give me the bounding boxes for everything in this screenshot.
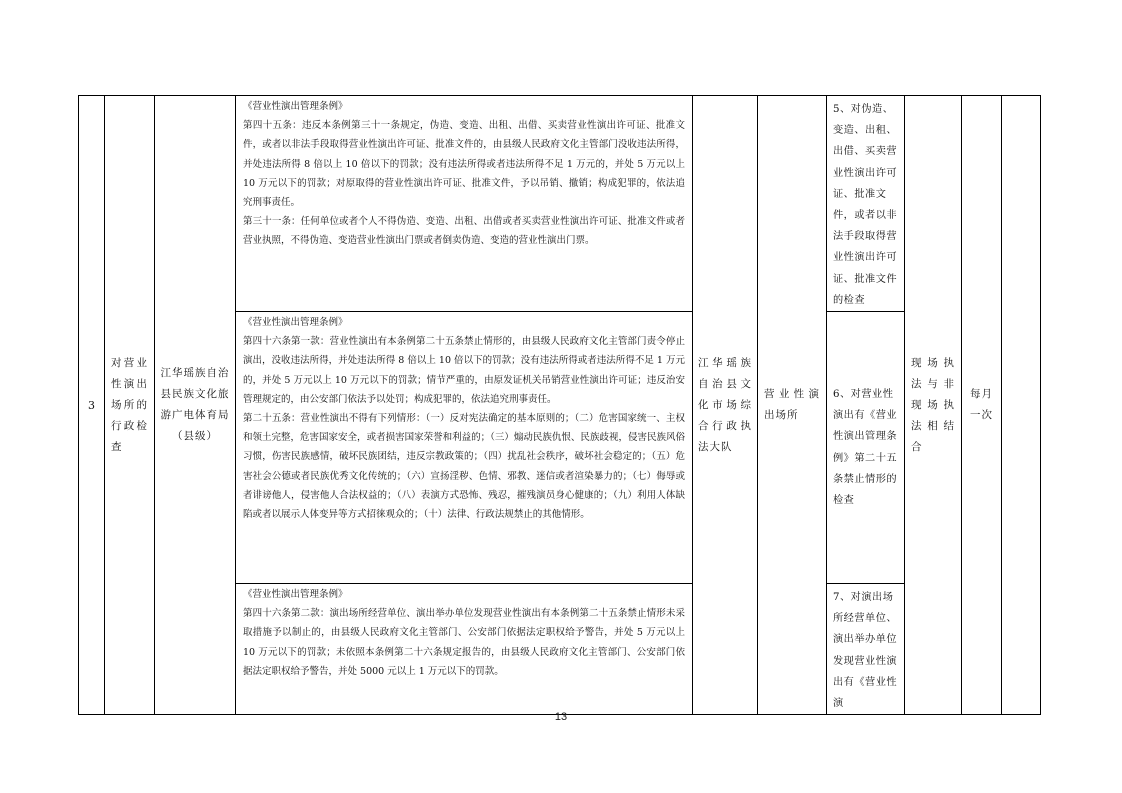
row-number: 3 (79, 96, 105, 715)
law-basis-2-text: 《营业性演出管理条例》 第四十六条第一款：营业性演出有本条例第二十五条禁止情形的，由县级人民政府文化主管部门责令停止演出，没收违法所得，并处违法所得 8 倍以上 10 倍以下的罚款；没有违法所得或者违法所得不足 1 万元的，并处 5 万元以上 10 万元以下的罚款；情节严重的，由原发证机关吊销营业性演出许可证；违反治安管理规定的，由公安部门依法予以处罚；构成犯罪的，依法追究刑事责任。 第二十五条：营业性演出不得有下列情形：（一）反对宪法确定的基本原则的；（二）危害国家统一、主权和领土完整，危害国家安全，或者损害国家荣誉和利益的；（三）煽动民族仇恨、民族歧视，侵害民族风俗习惯，伤害民族感情，破坏民族团结，违反宗教政策的；（四）扰乱社会秩序，破坏社会稳定的；（五）危害社会公德或者民族优秀文化传统的；（六）宣扬淫秽、色情、邪教、迷信或者渲染暴力的；（七）侮辱或者诽谤他人，侵害他人合法权益的；（八）表演方式恐怖、残忍，摧残演员身心健康的；（九）利用人体缺陷或者以展示人体变异等方式招徕观众的；（十）法律、行政法规禁止的其他情形。 (243, 317, 685, 521)
check-item-name: 对营业性演出场所的行政检查 (105, 96, 155, 715)
law-basis-2 (236, 312, 693, 584)
law-basis-1 (236, 96, 693, 312)
object-cell: 营业性演出场所 (758, 96, 827, 715)
authority-cell: 江华瑶族自治县民族文化旅游广电体育局（县级） (155, 96, 236, 715)
enforcement-table (78, 95, 1041, 715)
enforcer-cell: 江华瑶族自治县文化市场综合行政执法大队 (693, 96, 758, 715)
law-basis-3 (236, 584, 693, 715)
remark-cell (1002, 96, 1041, 715)
method-cell: 现场执法与非现场执法相结合 (905, 96, 962, 715)
frequency-cell: 每月一次 (962, 96, 1002, 715)
law-basis-1-text: 《营业性演出管理条例》 第四十五条：违反本条例第三十一条规定，伪造、变造、出租、出借、买卖营业性演出许可证、批准文件，或者以非法手段取得营业性演出许可证、批准文件的，由县级人民政府文化主管部门没收违法所得，并处违法所得 8 倍以上 10 倍以下的罚款；没有违法所得或者违法所得不足 1 万元的，并处 5 万元以上 10 万元以下的罚款；对原取得的营业性演出许可证、批准文件，予以吊销、撤销；构成犯罪的，依法追究刑事责任。 第三十一条：任何单位或者个人不得伪造、变造、出租、出借或者买卖营业性演出许可证、批准文件或者营业执照，不得伪造、变造营业性演出门票或者倒卖伪造、变造的营业性演出门票。 (243, 101, 685, 247)
law-basis-3-text: 《营业性演出管理条例》 第四十六条第二款：演出场所经营单位、演出举办单位发现营业性演出有本条例第二十五条禁止情形未采取措施予以制止的，由县级人民政府文化主管部门、公安部门依据法定职权给予警告，并处 5 万元以上 10 万元以下的罚款；未依照本条例第二十六条规定报告的，由县级人民政府文化主管部门、公安部门依据法定职权给予警告，并处 5000 元以上 1 万元以下的罚款。 (243, 589, 685, 677)
check-item-6: 6、对营业性演出有《营业性演出管理条例》第二十五条禁止情形的检查 (827, 312, 905, 584)
check-item-7: 7、对演出场所经营单位、演出举办单位发现营业性演出有《营业性演 (827, 584, 905, 715)
page-number: 13 (554, 711, 568, 723)
check-item-5: 5、对伪造、变造、出租、出借、买卖营业性演出许可证、批准文件，或者以非法手段取得营业性演出许可证、批准文件的检查 (827, 96, 905, 312)
